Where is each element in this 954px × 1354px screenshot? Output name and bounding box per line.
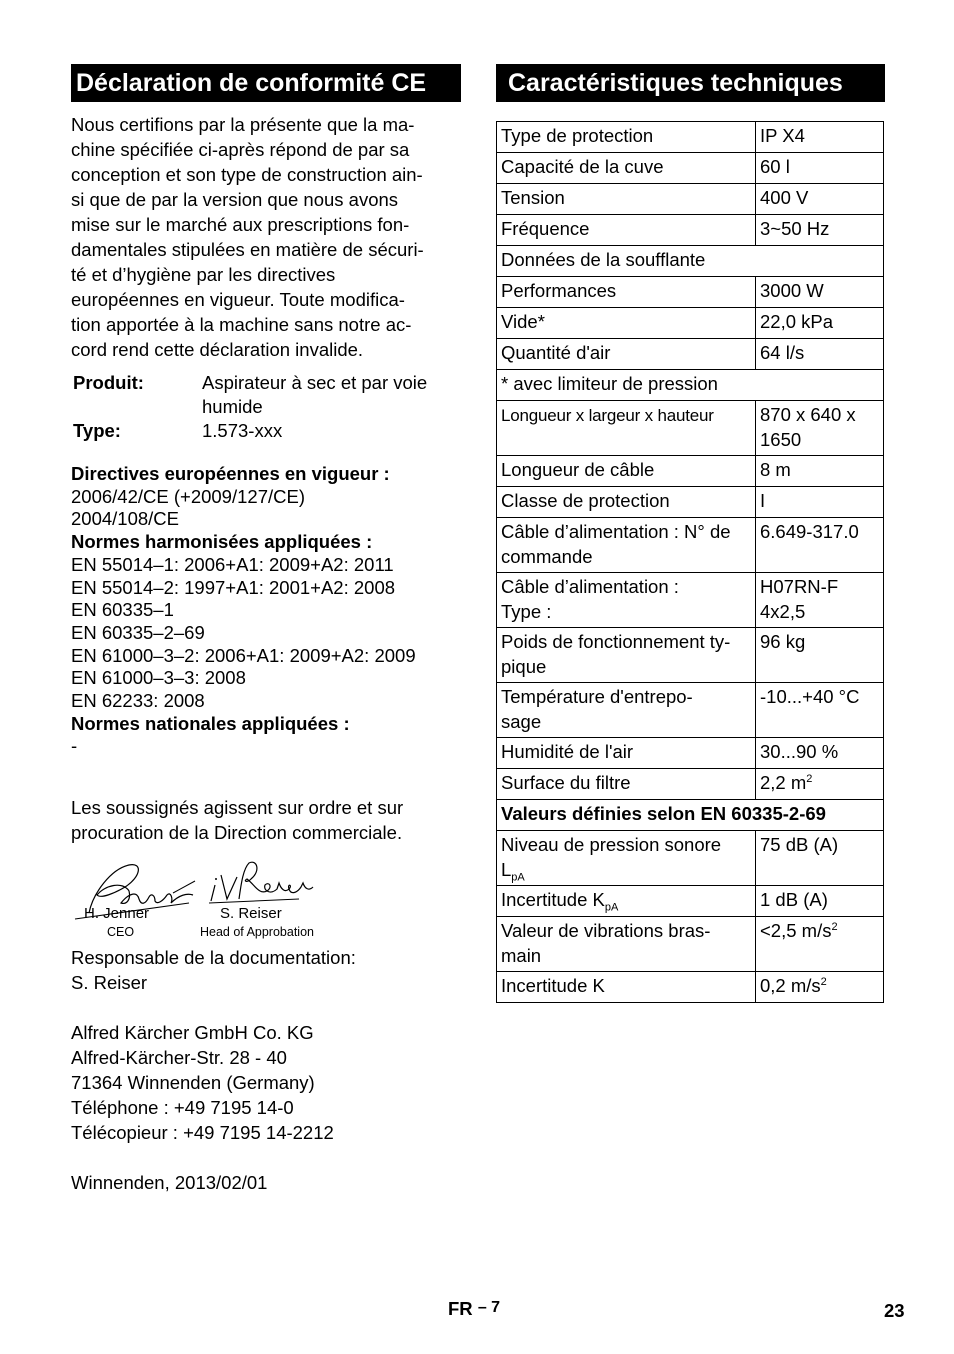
standard-item: EN 55014–2: 1997+A1: 2001+A2: 2008: [71, 576, 396, 598]
spec-value-line: 1650: [760, 429, 802, 450]
specs-heading: Caractéristiques techniques: [496, 64, 885, 102]
spec-value-text: 2,2 m: [760, 772, 807, 793]
address-line: Alfred-Kärcher-Str. 28 - 40: [71, 1047, 287, 1069]
table-row: [497, 573, 884, 628]
address-line: Téléphone : +49 7195 14-0: [71, 1097, 294, 1119]
product-row: [71, 371, 461, 419]
table-row: [497, 184, 884, 215]
spec-label: Performances: [497, 277, 756, 308]
spec-label-line: sage: [501, 711, 542, 732]
footer-language-page: [448, 1298, 500, 1320]
table-row: [497, 769, 884, 800]
spec-value: IP X4: [756, 122, 884, 153]
type-label: Type:: [73, 420, 121, 441]
spec-label: [497, 683, 756, 738]
spec-label: Longueur de câble: [497, 456, 756, 487]
footer-page-number: 23: [884, 1300, 905, 1321]
table-row: [497, 683, 884, 738]
superscript: 2: [806, 772, 813, 785]
table-row: [497, 401, 884, 456]
superscript: 2: [831, 920, 838, 933]
doc-resp-line: S. Reiser: [71, 972, 148, 994]
intro-line: mise sur le marché aux prescriptions fon-: [71, 214, 410, 235]
table-row: [497, 518, 884, 573]
standard-item: EN 55014–1: 2006+A1: 2009+A2: 2011: [71, 553, 394, 575]
standard-item: EN 62233: 2008: [71, 690, 205, 712]
spec-label: [497, 886, 756, 917]
table-row: [497, 153, 884, 184]
spec-value: 64 l/s: [756, 339, 884, 370]
table-row: [497, 487, 884, 518]
spec-label: Quantité d'air: [497, 339, 756, 370]
spec-label-line: Température d'entrepo-: [501, 686, 693, 707]
specs-table: [496, 121, 884, 1003]
directive-item: 2006/42/CE (+2009/127/CE): [71, 485, 305, 507]
spec-label-line: commande: [501, 546, 593, 567]
table-row: [497, 886, 884, 917]
address-line: Télécopieur : +49 7195 14-2212: [71, 1122, 334, 1144]
spec-value: 22,0 kPa: [756, 308, 884, 339]
spec-label: Classe de protection: [497, 487, 756, 518]
intro-line: chine spécifiée ci-après répond de par sa: [71, 139, 410, 160]
table-row: [497, 972, 884, 1003]
footer-local-page: – 7: [477, 1299, 501, 1316]
spec-section-heading: Données de la soufflante: [497, 246, 884, 277]
table-row: [497, 308, 884, 339]
spec-label-line: Câble d’alimentation : N° de: [501, 521, 731, 542]
product-info: [71, 371, 461, 443]
table-row: [497, 370, 884, 401]
spec-value: [756, 769, 884, 800]
spec-value: 400 V: [756, 184, 884, 215]
declaration-heading: Déclaration de conformité CE: [71, 64, 461, 102]
type-value: 1.573-xxx: [202, 420, 283, 441]
spec-label-line: Câble d’alimentation :: [501, 576, 679, 597]
signer2-title: Head of Approbation: [200, 925, 314, 940]
address-line: 71364 Winnenden (Germany): [71, 1072, 315, 1094]
table-row: [497, 738, 884, 769]
spec-label: Humidité de l'air: [497, 738, 756, 769]
signer1-title: CEO: [107, 925, 135, 940]
spec-label-text: Incertitude K: [501, 889, 605, 910]
spec-value: 60 l: [756, 153, 884, 184]
address-line: Alfred Kärcher GmbH Co. KG: [71, 1022, 314, 1044]
spec-value: 3000 W: [756, 277, 884, 308]
signers-line: Les soussignés agissent sur ordre et sur: [71, 797, 404, 819]
spec-value: 1 dB (A): [756, 886, 884, 917]
spec-value: [756, 573, 884, 628]
standard-item: EN 61000–3–2: 2006+A1: 2009+A2: 2009: [71, 644, 416, 666]
superscript: 2: [820, 975, 827, 988]
directive-item: 2004/108/CE: [71, 508, 180, 530]
footer-language: FR: [448, 1298, 473, 1319]
standard-item: EN 60335–2–69: [71, 621, 205, 643]
spec-label: Type de protection: [497, 122, 756, 153]
product-label: Produit:: [73, 372, 144, 393]
signer2-name: S. Reiser: [220, 905, 282, 923]
spec-footnote: * avec limiteur de pression: [497, 370, 884, 401]
spec-value: [756, 401, 884, 456]
spec-value: -10...+40 °C: [756, 683, 884, 738]
product-value-line: Aspirateur à sec et par voie: [202, 372, 428, 393]
specs-column: [496, 64, 885, 1003]
product-value: [202, 371, 461, 419]
table-row: [497, 122, 884, 153]
spec-value: [756, 917, 884, 972]
spec-label: [497, 628, 756, 683]
directives-heading: Directives européennes en vigueur :: [71, 463, 390, 484]
spec-value: 3~50 Hz: [756, 215, 884, 246]
table-row: [497, 246, 884, 277]
spec-label: [497, 573, 756, 628]
national-value: -: [71, 735, 78, 757]
spec-value: I: [756, 487, 884, 518]
intro-line: cord rend cette déclaration invalide.: [71, 339, 364, 360]
spec-label: [497, 831, 756, 886]
spec-label: Tension: [497, 184, 756, 215]
spec-label-line: Niveau de pression sonore: [501, 834, 722, 855]
declaration-column: [71, 64, 461, 1195]
spec-label-line: main: [501, 945, 542, 966]
spec-label: Surface du filtre: [497, 769, 756, 800]
spec-value: 6.649-317.0: [756, 518, 884, 573]
spec-value: [756, 972, 884, 1003]
spec-label-line: [501, 857, 751, 882]
table-row: [497, 215, 884, 246]
spec-label: Capacité de la cuve: [497, 153, 756, 184]
standard-item: EN 61000–3–3: 2008: [71, 667, 246, 689]
spec-value-line: H07RN-F: [760, 576, 839, 597]
spec-label: Incertitude K: [497, 972, 756, 1003]
subscript: pA: [604, 901, 619, 914]
directives-block: [71, 463, 461, 758]
intro-line: damentales stipulées en matière de sécuri-: [71, 239, 424, 260]
spec-value-text: <2,5 m/s: [760, 920, 832, 941]
spec-value: 75 dB (A): [756, 831, 884, 886]
signer1-name: H. Jenner: [84, 905, 150, 923]
spec-value: 30...90 %: [756, 738, 884, 769]
standard-item: EN 60335–1: [71, 599, 174, 621]
spec-value: 8 m: [756, 456, 884, 487]
company-address: [71, 1020, 461, 1145]
spec-value-line: 4x2,5: [760, 601, 806, 622]
intro-line: si que de par la version que nous avons: [71, 189, 399, 210]
spec-label-text: L: [501, 859, 512, 880]
spec-value-text: 0,2 m/s: [760, 975, 821, 996]
spec-label-line: pique: [501, 656, 547, 677]
product-value-line: humide: [202, 396, 263, 417]
table-row: [497, 277, 884, 308]
doc-resp-line: Responsable de la documentation:: [71, 947, 356, 969]
national-heading: Normes nationales appliquées :: [71, 712, 350, 734]
table-row: [497, 917, 884, 972]
intro-line: té et d’hygiène par les directives: [71, 264, 336, 285]
spec-section-heading: Valeurs définies selon EN 60335-2-69: [497, 800, 884, 831]
spec-value-line: 870 x 640 x: [760, 404, 856, 425]
spec-label: [497, 917, 756, 972]
signers-paragraph: [71, 795, 461, 845]
spec-label: Fréquence: [497, 215, 756, 246]
intro-line: européennes en vigueur. Toute modifica-: [71, 289, 405, 310]
table-row: [497, 831, 884, 886]
spec-label-line: Type :: [501, 601, 552, 622]
signatures: [71, 855, 461, 955]
spec-label: Vide*: [497, 308, 756, 339]
table-row: [497, 339, 884, 370]
intro-line: tion apportée à la machine sans notre ac-: [71, 314, 412, 335]
spec-label-line: Poids de fonctionnement ty-: [501, 631, 731, 652]
spec-label: [497, 518, 756, 573]
type-row: [71, 419, 461, 443]
intro-paragraph: [71, 112, 461, 362]
table-row: [497, 456, 884, 487]
intro-line: conception et son type de construction ain-: [71, 164, 423, 185]
spec-label-text: Longueur x largeur x hauteur: [501, 406, 714, 425]
place-date: Winnenden, 2013/02/01: [71, 1172, 268, 1194]
signers-line: procuration de la Direction commerciale.: [71, 822, 403, 844]
table-row: [497, 628, 884, 683]
spec-label: [497, 401, 756, 456]
intro-line: Nous certifions par la présente que la ma-: [71, 114, 415, 135]
spec-label-line: Valeur de vibrations bras-: [501, 920, 711, 941]
spec-value: 96 kg: [756, 628, 884, 683]
harmonised-heading: Normes harmonisées appliquées :: [71, 531, 373, 553]
subscript: pA: [511, 871, 525, 884]
table-row: [497, 800, 884, 831]
